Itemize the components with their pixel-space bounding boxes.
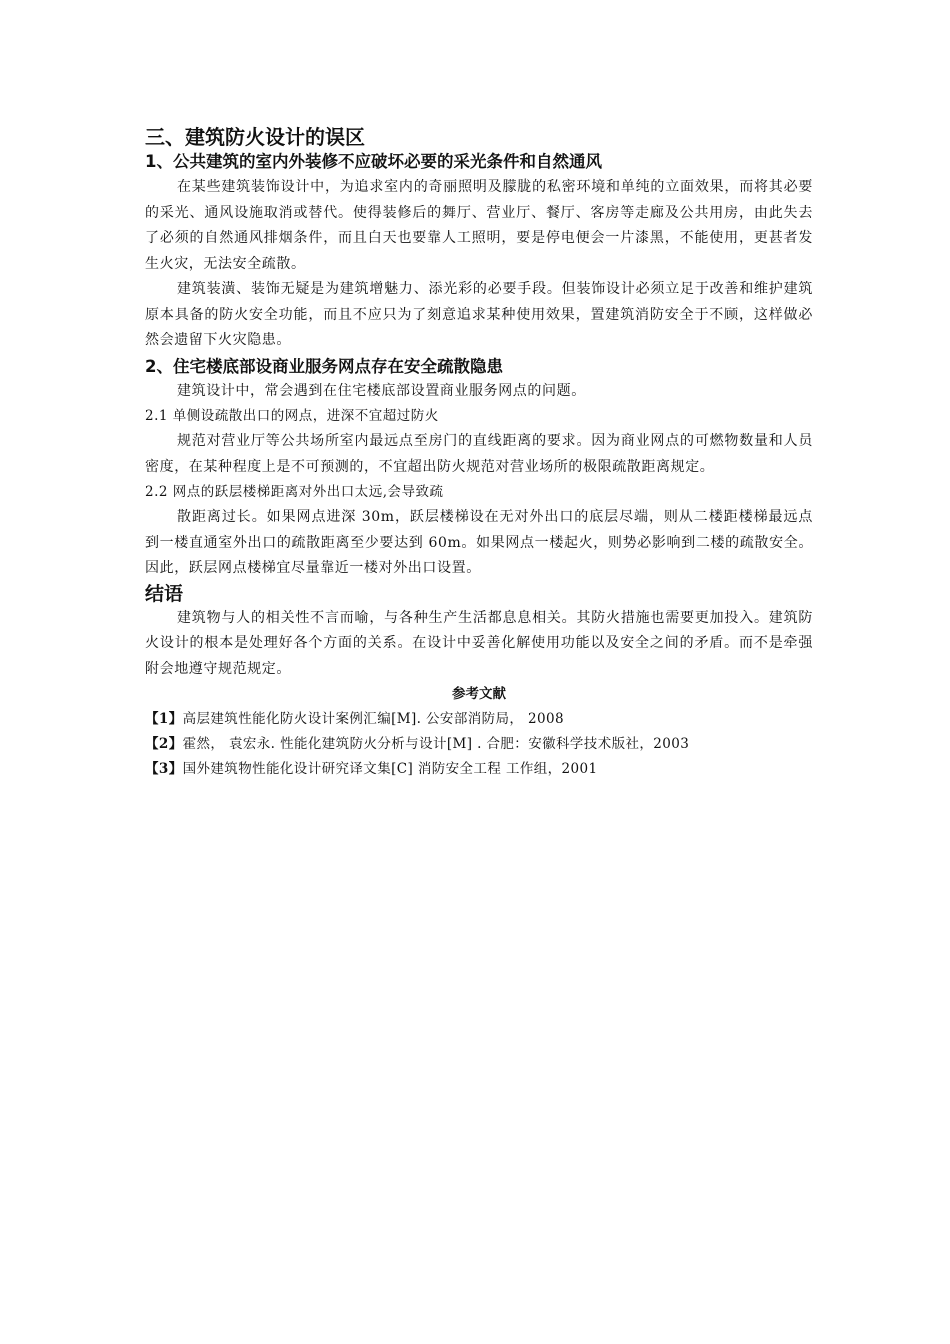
conclusion-paragraph: 建筑物与人的相关性不言而喻，与各种生产生活都息息相关。其防火措施也需要更加投入。建筑防火设计的根本是处理好各个方面的关系。在设计中妥善化解使用功能以及安全之间的矛盾。而不是牵强附会地遵守规范规定。 xyxy=(145,609,813,677)
reference-text: 国外建筑物性能化设计研究译文集[C] 消防安全工程 工作组，2001 xyxy=(182,761,598,777)
subsection-1-heading: 1、公共建筑的室内外装修不应破坏必要的采光条件和自然通风 xyxy=(145,152,602,171)
subsection-2-2-heading: 2.2 网点的跃层楼梯距离对外出口太远,会导致疏 xyxy=(145,484,444,500)
reference-text: 高层建筑性能化防火设计案例汇编[M]. 公安部消防局， 2008 xyxy=(182,711,564,727)
document-page xyxy=(145,124,813,782)
subsection-1-paragraph-1: 在某些建筑装饰设计中，为追求室内的奇丽照明及朦胧的私密环境和单纯的立面效果，而将其必要的采光、通风设施取消或替代。使得装修后的舞厅、营业厅、餐厅、客房等走廊及公共用房，由此失去了必须的自然通风排烟条件，而且白天也要靠人工照明，要是停电便会一片漆黑，不能使用，更甚者发生火灾，无法安全疏散。 xyxy=(145,179,813,272)
subsection-2-paragraph-2: 规范对营业厅等公共场所室内最远点至房门的直线距离的要求。因为商业网点的可燃物数量和人员密度，在某种程度上是不可预测的，不宜超出防火规范对营业场所的极限疏散距离规定。 xyxy=(145,433,813,475)
reference-index: 【2】 xyxy=(145,736,183,752)
conclusion-title: 结语 xyxy=(145,582,184,605)
reference-text: 霍然， 袁宏永. 性能化建筑防火分析与设计[M] . 合肥：安徽科学技术版社，2003 xyxy=(182,736,690,752)
section-title: 三、建筑防火设计的误区 xyxy=(145,125,365,149)
subsection-2-heading: 2、住宅楼底部设商业服务网点存在安全疏散隐患 xyxy=(145,356,503,376)
subsection-2-paragraph-1: 建筑设计中，常会遇到在住宅楼底部设置商业服务网点的问题。 xyxy=(177,382,586,399)
subsection-1-paragraph-2: 建筑装潢、装饰无疑是为建筑增魅力、添光彩的必要手段。但装饰设计必须立足于改善和维护建筑原本具备的防火安全功能，而且不应只为了刻意追求某种使用效果，置建筑消防安全于不顾，这样做必然会遗留下火灾隐患。 xyxy=(145,281,813,348)
reference-item xyxy=(145,732,813,757)
reference-item xyxy=(145,757,813,782)
reference-item xyxy=(145,707,813,732)
reference-index: 【3】 xyxy=(145,761,183,777)
reference-index: 【1】 xyxy=(145,711,183,727)
subsection-2-1-heading: 2.1 单侧设疏散出口的网点，进深不宜超过防火 xyxy=(145,408,439,424)
subsection-2-paragraph-3: 散距离过长。如果网点进深 30m，跃层楼梯设在无对外出口的底层尽端，则从二楼距楼梯最远点到一楼直通室外出口的疏散距离至少要达到 60m。如果网点一楼起火，则势必影响到二楼的疏散安全。因此，跃层网点楼梯宜尽量靠近一楼对外出口设置。 xyxy=(145,509,813,576)
references-title: 参考文献 xyxy=(452,686,506,702)
